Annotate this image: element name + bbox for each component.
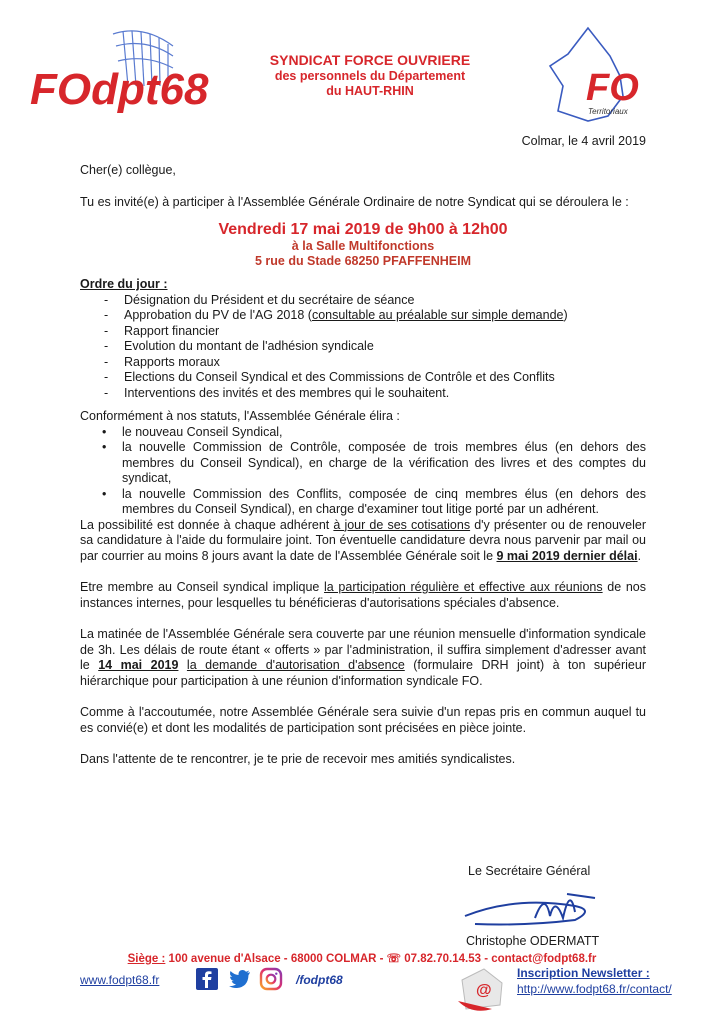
signature-title: Le Secrétaire Général [468,864,591,878]
svg-text:@: @ [476,982,492,999]
newsletter-icon [452,965,512,1015]
fodpt68-logo [28,26,209,126]
agenda-item: - Elections du Conseil Syndical et des Commissions de Contrôle et des Conflits [104,370,646,386]
agenda-list [80,293,646,402]
conseil-paragraph: Etre membre au Conseil syndical implique la participation régulière et effective aux réunions de nos instances internes, pour lesquelles tu bénéficieras d'autorisations spéciales d'absence. [80,580,646,610]
fo-territoriaux-logo [548,26,658,126]
handwritten-signature [455,876,605,936]
letter-body [80,163,646,768]
signature-name: Christophe ODERMATT [466,934,600,948]
statuts-list [80,425,646,518]
statuts-item: • la nouvelle Commission de Contrôle, composée de trois membres élus (en dehors des membres du Conseil Syndical), en charge de la vérification des livres et des comptes du syndicat, [102,440,646,487]
agenda-title: Ordre du jour : [80,277,168,291]
agenda-item: - Rapports moraux [104,355,646,371]
logo-text: FOdpt68 [30,65,209,114]
instagram-icon[interactable] [260,968,282,990]
candidature-paragraph: La possibilité est donnée à chaque adhérent à jour de ses cotisations d'y présenter ou de renouveler sa candidature à l'aide du formulaire joint. Ton éventuelle candidature devra nous parvenir par mail ou par courrier au moins 8 jours avant la date de l'Assemblée Générale soit le 9 mai 2019 dernier délai. [80,517,646,563]
closing-paragraph: Dans l'attente de te rencontrer, je te prie de recevoir mes amitiés syndicalistes. [80,752,516,766]
newsletter-title: Inscription Newsletter : [517,966,650,980]
repas-paragraph: Comme à l'accoutumée, notre Assemblée Générale sera suivie d'un repas pris en commun auquel tu es convié(e) et dont les modalités de participation sont précisées en pièce jointe. [80,705,646,735]
logo-right-sub: Territoriaux [588,107,628,116]
statuts-intro: Conformément à nos statuts, l'Assemblée Générale élira : [80,409,400,423]
newsletter-link[interactable]: http://www.fodpt68.fr/contact/ [517,982,672,996]
intro-paragraph: Tu es invité(e) à participer à l'Assemblée Générale Ordinaire de notre Syndicat qui se déroulera le : [80,194,629,209]
letter-date: Colmar, le 4 avril 2019 [521,134,646,148]
footer-website-link[interactable]: www.fodpt68.fr [80,973,160,987]
facebook-icon[interactable] [196,968,218,990]
social-handle[interactable]: /fodpt68 [296,973,343,987]
footer-siege: Siège : 100 avenue d'Alsace - 68000 COLMAR - ☏ 07.82.70.14.53 - contact@fodpt68.fr [127,953,597,965]
org-title: SYNDICAT FORCE OUVRIERE [269,52,471,68]
logo-right-text: FO [586,67,639,109]
org-subtitle-1: des personnels du Département [274,69,466,83]
agenda-item: - Désignation du Président et du secrétaire de séance [104,293,646,309]
statuts-item: • le nouveau Conseil Syndical, [102,425,646,441]
statuts-item: • la nouvelle Commission des Conflits, composée de cinq membres élus (en dehors des membres du Conseil Syndical), en charge d'examiner tout litige porté par un adhérent. [102,487,646,518]
event-date: Vendredi 17 mai 2019 de 9h00 à 12h00 [218,221,508,238]
agenda-item: - Approbation du PV de l'AG 2018 (consultable au préalable sur simple demande) [104,308,646,324]
header-block [220,52,520,99]
event-address: 5 rue du Stade 68250 PFAFFENHEIM [254,254,472,268]
event-place: à la Salle Multifonctions [291,239,435,253]
greeting: Cher(e) collègue, [80,163,176,177]
event-block [80,220,646,269]
agenda-item: - Evolution du montant de l'adhésion syndicale [104,339,646,355]
twitter-icon[interactable] [228,968,252,990]
agenda-item: - Interventions des invités et des membres qui le souhaitent. [104,386,646,402]
matinee-paragraph: La matinée de l'Assemblée Générale sera couverte par une réunion mensuelle d'information syndicale de 3h. Les délais de route étant « offerts » par l'administration, il suffira simplement d'adresser avant le 14 mai 2019 la demande d'autorisation d'absence (formulaire DRH joint) à ton supérieur hiérarchique pour participation à une réunion d'information syndicale FO. [80,627,646,688]
agenda-item: - Rapport financier [104,324,646,340]
org-subtitle-2: du HAUT-RHIN [326,84,414,98]
